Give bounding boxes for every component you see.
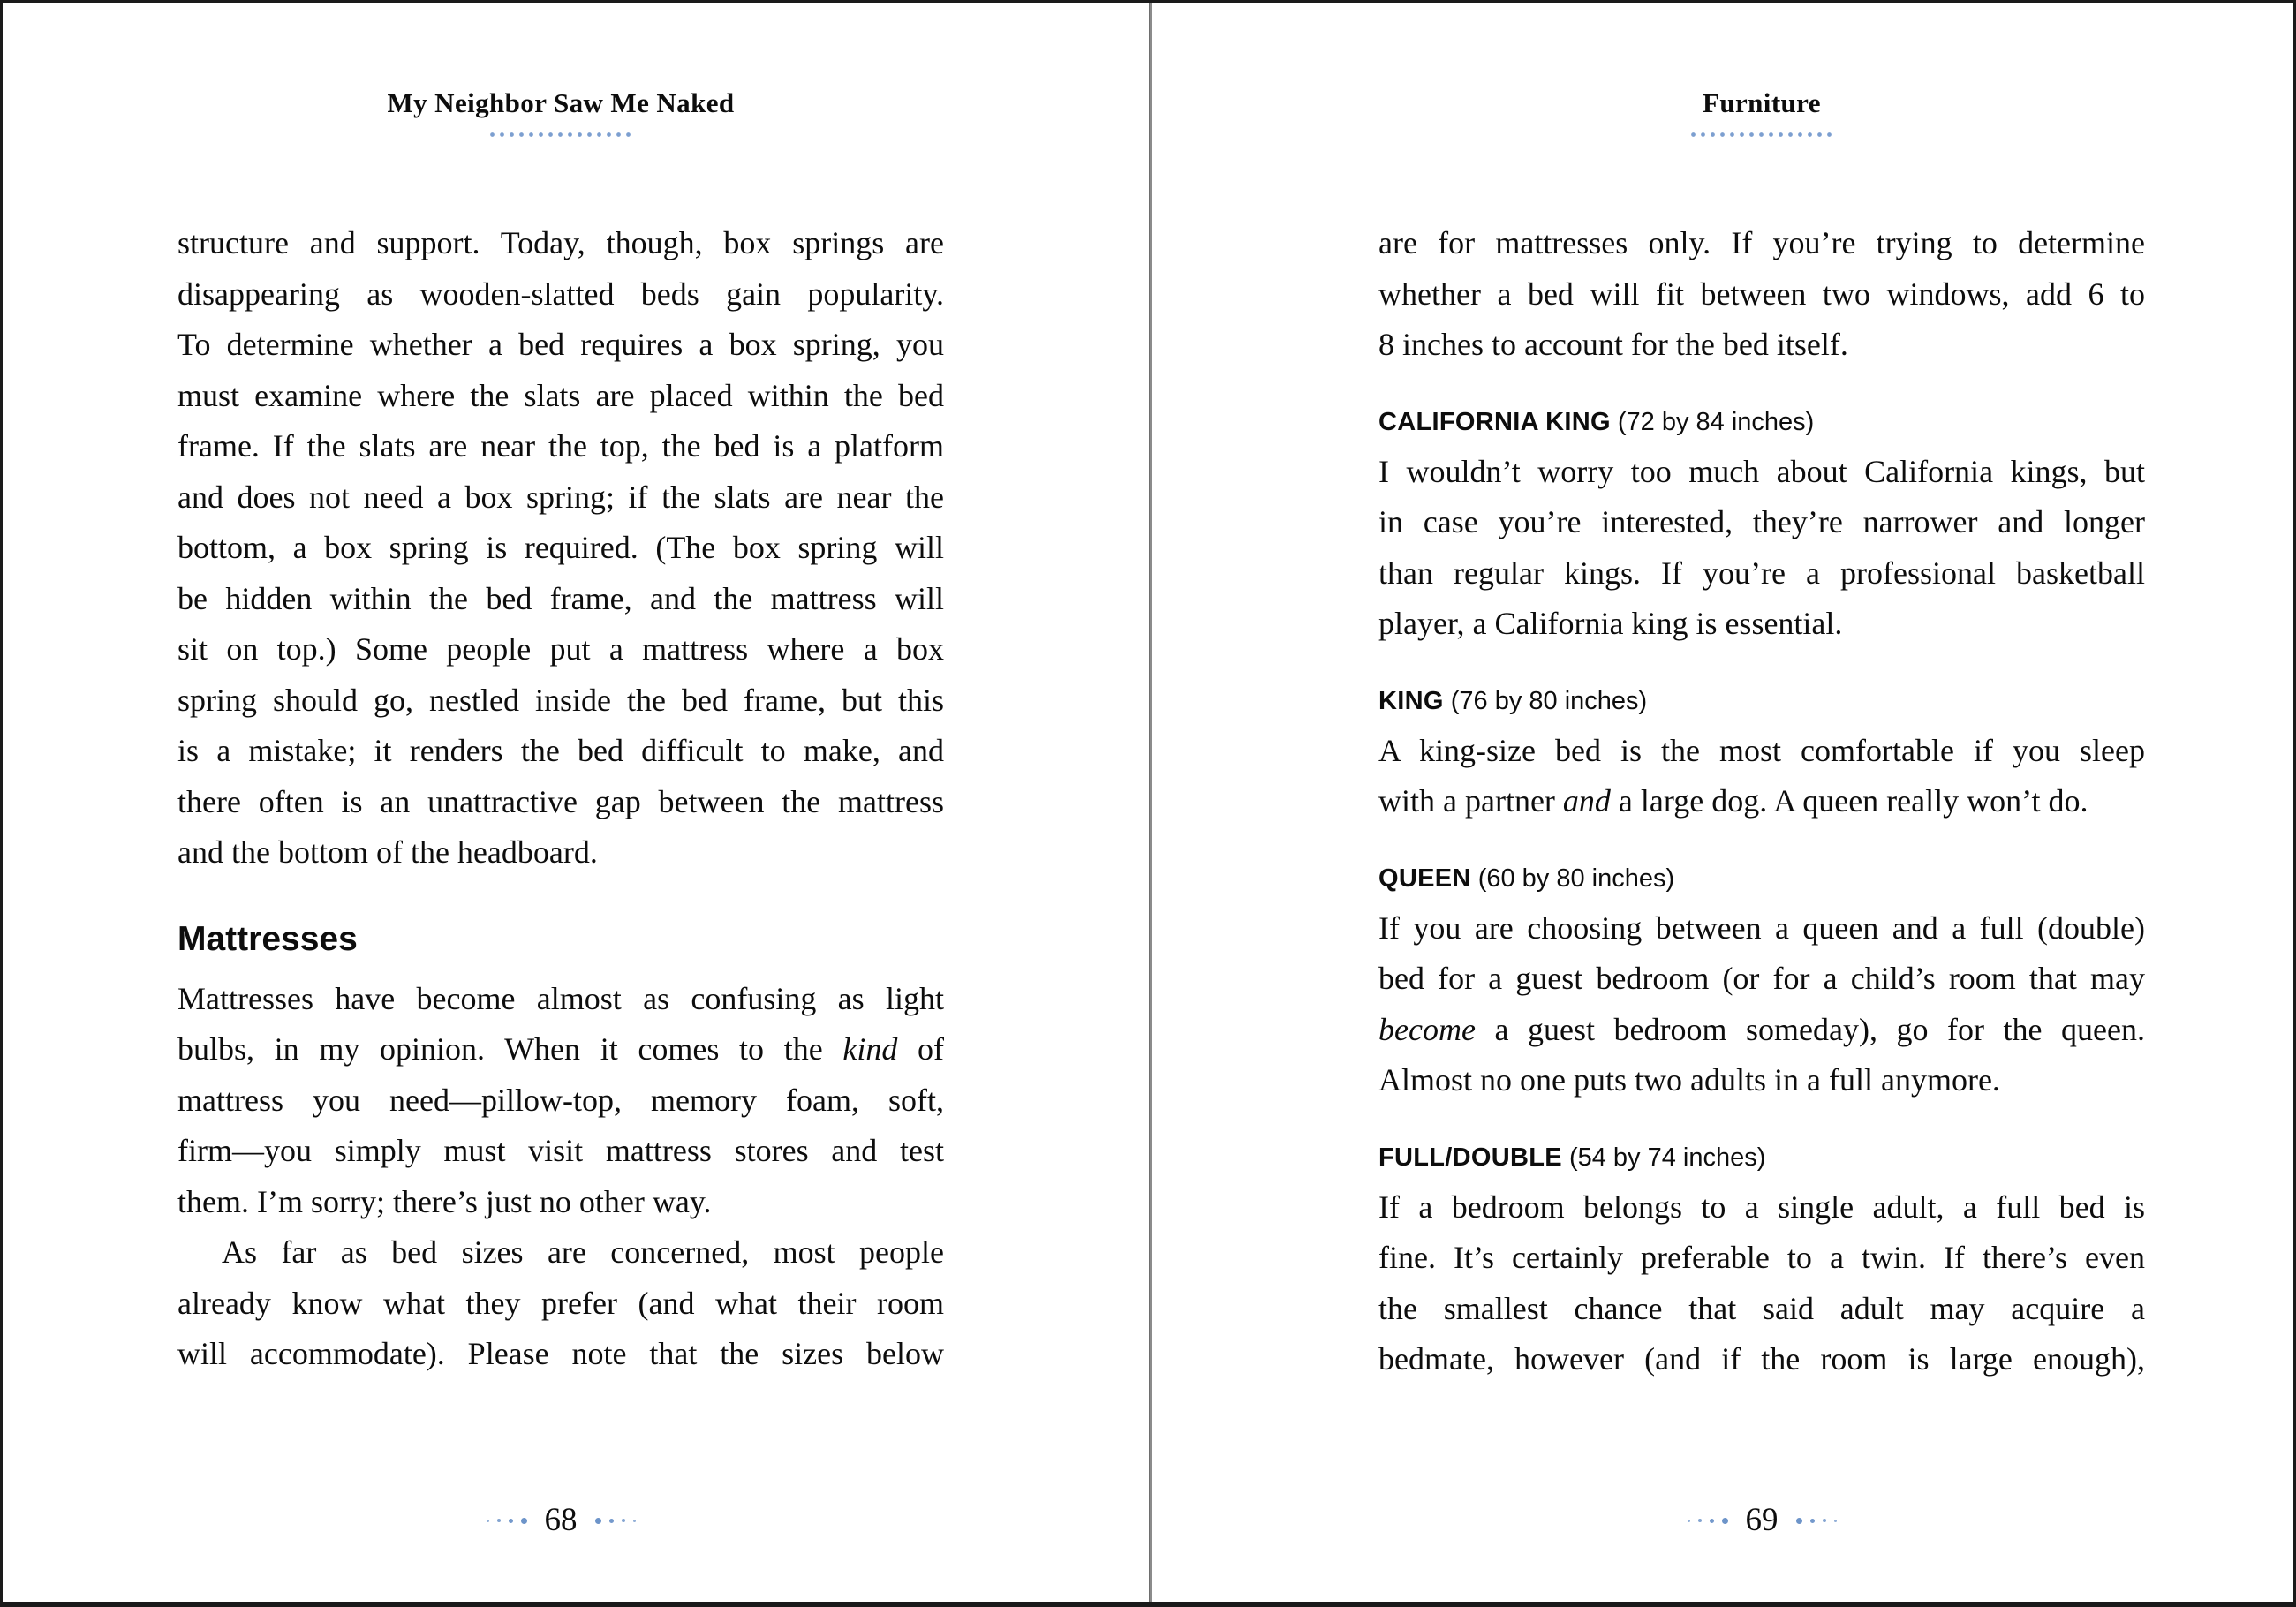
paragraph (177, 1227, 944, 1380)
text-line: 8 inches to account for the bed itself. (1378, 327, 1848, 362)
text-line: and does not need a box spring; if the slats are near the (177, 479, 944, 515)
dot-icon (1810, 1519, 1815, 1523)
text-line: Almost no one puts two adults in a full anymore. (1378, 1062, 2000, 1098)
size-subheading-label: QUEEN (1378, 864, 1471, 893)
running-head: Furniture (1703, 87, 1821, 118)
text-line: sit on top.) Some people put a mattress where a box (177, 631, 944, 667)
dot-icon (1698, 1519, 1702, 1522)
page-body (1378, 3, 2145, 1385)
right-page-text-column (1378, 3, 2145, 1602)
text-line: structure and support. Today, though, box springs are (177, 225, 944, 260)
right-page (1152, 3, 2296, 1602)
text-line: bottom, a box spring is required. (The box spring will (177, 530, 944, 565)
size-subheading-detail: (54 by 74 inches) (1561, 1143, 1766, 1172)
dot-icon (1796, 1518, 1802, 1524)
size-subheading-label: KING (1378, 686, 1444, 715)
text-line: If a bedroom belongs to a single adult, a full bed is (1378, 1188, 2145, 1225)
text-line: disappearing as wooden-slatted beds gain popularity. (177, 275, 944, 312)
size-subheading (1378, 863, 2145, 894)
dot-icon (1834, 1520, 1837, 1522)
text-line: bedmate, however (and if the room is large enough), (1378, 1341, 2145, 1377)
text-line: become a guest bedroom someday), go for the queen. (1378, 1011, 2145, 1047)
dot-icon (622, 1519, 625, 1522)
text-line: whether a bed will fit between two windows, add 6 to (1378, 275, 2145, 312)
text-line: already know what they prefer (and what their room (177, 1285, 944, 1321)
dots-ornament-left (1688, 1518, 1728, 1524)
page-footer (1378, 1501, 2145, 1540)
dots-ornament-right (595, 1518, 636, 1524)
dot-icon (487, 1520, 489, 1522)
text-line: spring should go, nestled inside the bed frame, but this (177, 682, 944, 718)
dot-icon (595, 1518, 601, 1524)
paragraph (1378, 447, 2145, 650)
text-line: bed for a guest bedroom (or for a child’s room that may (1378, 961, 2145, 996)
text-line: in case you’re interested, they’re narrower and longer (1378, 504, 2145, 539)
text-line: A king-size bed is the most comfortable if you sleep (1378, 732, 2145, 768)
text-line: and the bottom of the headboard. (177, 834, 598, 870)
dot-icon (1823, 1519, 1826, 1522)
dot-icon (609, 1519, 614, 1523)
text-line: player, a California king is essential. (1378, 606, 1843, 641)
text-line: mattress you need—pillow-top, memory foam, soft, (177, 1082, 944, 1118)
size-subheading-detail: (76 by 80 inches) (1443, 686, 1648, 715)
text-line: Mattresses have become almost as confusing as light (177, 980, 944, 1016)
dot-icon (1722, 1518, 1728, 1524)
section-heading: Mattresses (177, 919, 358, 958)
dotted-rule-ornament (487, 132, 634, 137)
size-subheading (1378, 1142, 2145, 1173)
text-line: than regular kings. If you’re a professional basketball (1378, 555, 2145, 591)
text-line: the smallest chance that said adult may acquire a (1378, 1290, 2145, 1326)
dot-icon (521, 1518, 527, 1524)
text-line: must examine where the slats are placed within the bed (177, 377, 944, 413)
text-line: be hidden within the bed frame, and the mattress will (177, 580, 944, 616)
text-line: firm—you simply must visit mattress stores and test (177, 1133, 944, 1168)
left-page (3, 3, 1149, 1602)
page-number: 68 (544, 1502, 578, 1538)
paragraph (1378, 1182, 2145, 1385)
paragraph (1378, 726, 2145, 827)
size-subheading-detail: (60 by 80 inches) (1470, 864, 1675, 893)
paragraph (177, 974, 944, 1228)
size-subheading-label: CALIFORNIA KING (1378, 407, 1611, 436)
paragraph (177, 218, 944, 879)
text-line: with a partner and a large dog. A queen really won’t do. (1378, 783, 2088, 819)
dot-icon (509, 1519, 513, 1523)
dot-icon (497, 1519, 501, 1522)
text-line: To determine whether a bed requires a box spring, you (177, 327, 944, 362)
page-number: 69 (1745, 1502, 1779, 1538)
text-line: frame. If the slats are near the top, the bed is a platform (177, 428, 944, 464)
text-line: I wouldn’t worry too much about California kings, but (1378, 453, 2145, 489)
text-line: As far as bed sizes are concerned, most people (222, 1234, 944, 1270)
left-page-text-column (177, 3, 944, 1602)
text-line: will accommodate). Please note that the sizes below (177, 1336, 944, 1371)
size-subheading (1378, 406, 2145, 438)
text-line: is a mistake; it renders the bed difficult to make, and (177, 733, 944, 768)
dot-icon (1710, 1519, 1714, 1523)
paragraph (1378, 218, 2145, 371)
size-subheading-label: FULL/DOUBLE (1378, 1143, 1562, 1172)
text-line: there often is an unattractive gap between the mattress (177, 783, 944, 819)
size-subheading-detail: (72 by 84 inches) (1610, 407, 1815, 436)
dots-ornament-left (487, 1518, 527, 1524)
page-footer (177, 1501, 944, 1540)
size-subheading (1378, 685, 2145, 717)
text-line: fine. It’s certainly preferable to a twin. If there’s even (1378, 1240, 2145, 1275)
dot-icon (1688, 1520, 1690, 1522)
page-body (177, 3, 944, 1380)
text-line: bulbs, in my opinion. When it comes to the kind of (177, 1031, 944, 1067)
dotted-rule-ornament (1688, 132, 1835, 137)
running-head: My Neighbor Saw Me Naked (387, 87, 735, 118)
text-line: If you are choosing between a queen and a full (double) (1378, 909, 2145, 946)
paragraph (1378, 903, 2145, 1106)
dots-ornament-right (1796, 1518, 1837, 1524)
dot-icon (633, 1520, 636, 1522)
text-line: are for mattresses only. If you’re trying to determine (1378, 225, 2145, 260)
text-line: them. I’m sorry; there’s just no other way. (177, 1183, 712, 1219)
